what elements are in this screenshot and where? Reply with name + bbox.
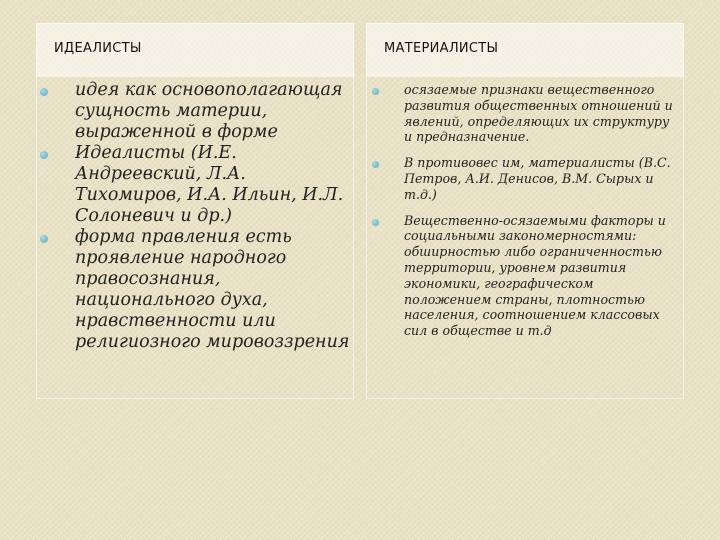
bullet-dot-icon <box>372 88 379 95</box>
left-header <box>36 23 354 77</box>
right-bullet-list <box>372 82 677 349</box>
bullet-dot-icon <box>40 235 48 243</box>
right-header <box>366 23 684 77</box>
bullet-dot-icon <box>40 88 48 96</box>
right-item-text: осязаемые признаки вещественного развития общественных отношений и явлений, определяющих их структуру и предназначение. <box>404 82 673 145</box>
bullet-dot-icon <box>372 219 379 226</box>
left-bullet-list <box>40 80 352 353</box>
right-item-text: Вещественно-осязаемыми факторы и социальными закономерностями: обширностью либо ограниченностью территории, уровнем развития экономики, географическом положением страны, плотностью населения, соотношением классовых сил в обществе и т.д <box>404 212 666 339</box>
left-item-text: идея как основополагающая сущность материи, выраженной в форме <box>75 80 343 142</box>
list-item <box>40 143 352 227</box>
left-header-label: ИДЕАЛИСТЫ <box>54 41 142 56</box>
right-header-label: МАТЕРИАЛИСТЫ <box>384 41 499 56</box>
list-item <box>40 80 352 143</box>
bullet-dot-icon <box>40 151 48 159</box>
bullet-dot-icon <box>372 161 379 168</box>
list-item <box>372 155 677 202</box>
list-item <box>372 82 677 145</box>
list-item <box>372 213 677 339</box>
left-item-text: Идеалисты (И.Е. Андреевский, Л.А. Тихомиров, И.А. Ильин, И.Л. Солоневич и др.) <box>75 143 344 226</box>
left-item-text: форма правления есть проявление народного правосознания, национального духа, нравственности или религиозного мировоззрения <box>75 227 350 352</box>
list-item <box>40 227 352 353</box>
right-item-text: В противовес им, материалисты (В.С. Петров, А.И. Денисов, В.М. Сырых и т.д.) <box>404 155 671 202</box>
